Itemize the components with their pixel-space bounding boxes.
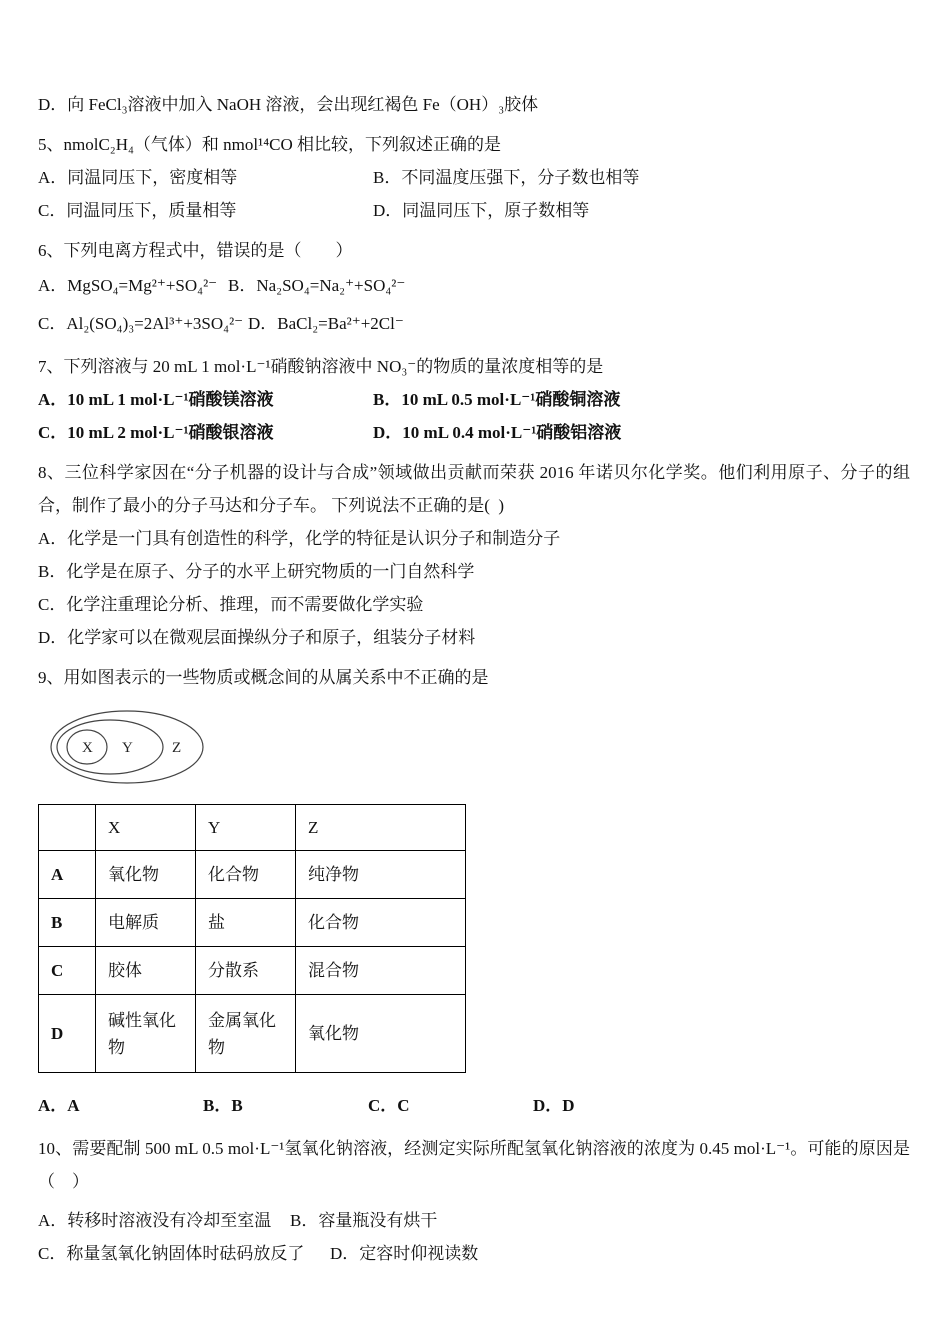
question-9-answer-a: A．A — [38, 1096, 80, 1115]
question-7-options-row-1 — [38, 383, 910, 416]
question-10-options-row-2 — [38, 1237, 910, 1270]
venn-label-x: X — [82, 740, 93, 756]
question-4-option-d: D．向 FeCl₃溶液中加入 NaOH 溶液，会出现红褐色 Fe（OH）₃胶体 — [38, 95, 539, 114]
table-row-c-y: 分散系 — [196, 947, 296, 995]
question-10-stem: 10、需要配制 500 mL 0.5 mol·L⁻¹氢氧化钠溶液，经测定实际所配氢氧化钠溶液的浓度为 0.45 mol·L⁻¹。可能的原因是（ ） — [38, 1139, 910, 1191]
table-row-d-y: 金属氧化物 — [196, 995, 296, 1073]
venn-label-y: Y — [122, 740, 133, 756]
question-6-option-a: A．MgSO₄=Mg²⁺+SO₄²⁻ — [38, 276, 218, 295]
table-row-d — [39, 995, 466, 1073]
question-10-options-row-1 — [38, 1204, 910, 1237]
question-5-stem: 5、nmolC₂H₄（气体）和 nmol¹⁴CO 相比较，下列叙述正确的是 — [38, 135, 502, 154]
question-10-option-d: D．定容时仰视读数 — [330, 1244, 479, 1263]
question-9-stem: 9、用如图表示的一些物质或概念间的从属关系中不正确的是 — [38, 668, 489, 687]
relation-table — [38, 804, 466, 1073]
venn-diagram — [46, 706, 216, 788]
table-row-b-z: 化合物 — [296, 899, 466, 947]
question-7-option-b: B．10 mL 0.5 mol·L⁻¹硝酸铜溶液 — [373, 390, 621, 409]
table-row-a-x: 氧化物 — [96, 851, 196, 899]
table-row-b-y: 盐 — [196, 899, 296, 947]
table-header-row — [39, 805, 466, 851]
question-5-option-d: D．同温同压下，原子数相等 — [373, 201, 590, 220]
question-6-option-b: B．Na₂SO₄=Na₂⁺+SO₄²⁻ — [228, 276, 406, 295]
question-5-option-c: C．同温同压下，质量相等 — [38, 201, 237, 220]
question-6-options-row-2 — [38, 305, 910, 343]
question-9-answer-b: B．B — [203, 1096, 243, 1115]
table-row-c-label: C — [39, 947, 96, 995]
question-5-options-row-1 — [38, 161, 910, 194]
table-row-d-z: 氧化物 — [296, 995, 466, 1073]
question-5-options-row-2 — [38, 194, 910, 227]
table-row-c-x: 胶体 — [96, 947, 196, 995]
table-row-b-label: B — [39, 899, 96, 947]
table-row-b — [39, 899, 466, 947]
table-header-x: X — [96, 805, 196, 851]
question-8-option-b: B．化学是在原子、分子的水平上研究物质的一门自然科学 — [38, 562, 475, 581]
venn-label-z: Z — [172, 740, 182, 756]
question-7-option-a: A．10 mL 1 mol·L⁻¹硝酸镁溶液 — [38, 390, 274, 409]
question-9-answer-d: D．D — [533, 1096, 575, 1115]
question-8-option-c: C．化学注重理论分析、推理，而不需要做化学实验 — [38, 595, 424, 614]
question-7-options-row-2 — [38, 416, 910, 449]
table-header-z: Z — [296, 805, 466, 851]
question-6-options-row-1 — [38, 267, 910, 305]
question-6-option-d: D．BaCl₂=Ba²⁺+2Cl⁻ — [248, 314, 404, 333]
table-row-a — [39, 851, 466, 899]
venn-middle-ellipse — [57, 720, 163, 774]
table-row-d-label: D — [39, 995, 96, 1073]
question-8-stem: 8、三位科学家因在“分子机器的设计与合成”领域做出贡献而荣获 2016 年诺贝尔化学奖。他们利用原子、分子的组合，制作了最小的分子马达和分子车。 下列说法不正确的是( ) — [38, 463, 910, 515]
question-8-option-a: A．化学是一门具有创造性的科学，化学的特征是认识分子和制造分子 — [38, 529, 561, 548]
table-row-a-y: 化合物 — [196, 851, 296, 899]
question-10-option-a: A．转移时溶液没有冷却至室温 — [38, 1211, 272, 1230]
question-10-option-b: B．容量瓶没有烘干 — [290, 1211, 438, 1230]
question-7-option-c: C．10 mL 2 mol·L⁻¹硝酸银溶液 — [38, 423, 274, 442]
question-9-answer-c: C．C — [368, 1096, 410, 1115]
question-8-option-d: D．化学家可以在微观层面操纵分子和原子，组装分子材料 — [38, 628, 476, 647]
table-row-a-z: 纯净物 — [296, 851, 466, 899]
question-5-option-a: A．同温同压下，密度相等 — [38, 168, 238, 187]
question-7-stem: 7、下列溶液与 20 mL 1 mol·L⁻¹硝酸钠溶液中 NO₃⁻的物质的量浓度相等的是 — [38, 357, 604, 376]
table-row-d-x: 碱性氧化物 — [96, 995, 196, 1073]
question-10-option-c: C．称量氢氧化钠固体时砝码放反了 — [38, 1244, 305, 1263]
table-header-y: Y — [196, 805, 296, 851]
question-9-answers-row — [38, 1089, 910, 1122]
table-row-a-label: A — [39, 851, 96, 899]
table-corner-cell — [39, 805, 96, 851]
question-7-option-d: D．10 mL 0.4 mol·L⁻¹硝酸铝溶液 — [373, 423, 622, 442]
question-5-option-b: B．不同温度压强下，分子数也相等 — [373, 168, 640, 187]
table-row-c-z: 混合物 — [296, 947, 466, 995]
question-6-option-c: C．Al₂(SO₄)₃=2Al³⁺+3SO₄²⁻ — [38, 314, 244, 333]
table-row-c — [39, 947, 466, 995]
table-row-b-x: 电解质 — [96, 899, 196, 947]
question-6-stem: 6、下列电离方程式中，错误的是（ ） — [38, 241, 353, 260]
